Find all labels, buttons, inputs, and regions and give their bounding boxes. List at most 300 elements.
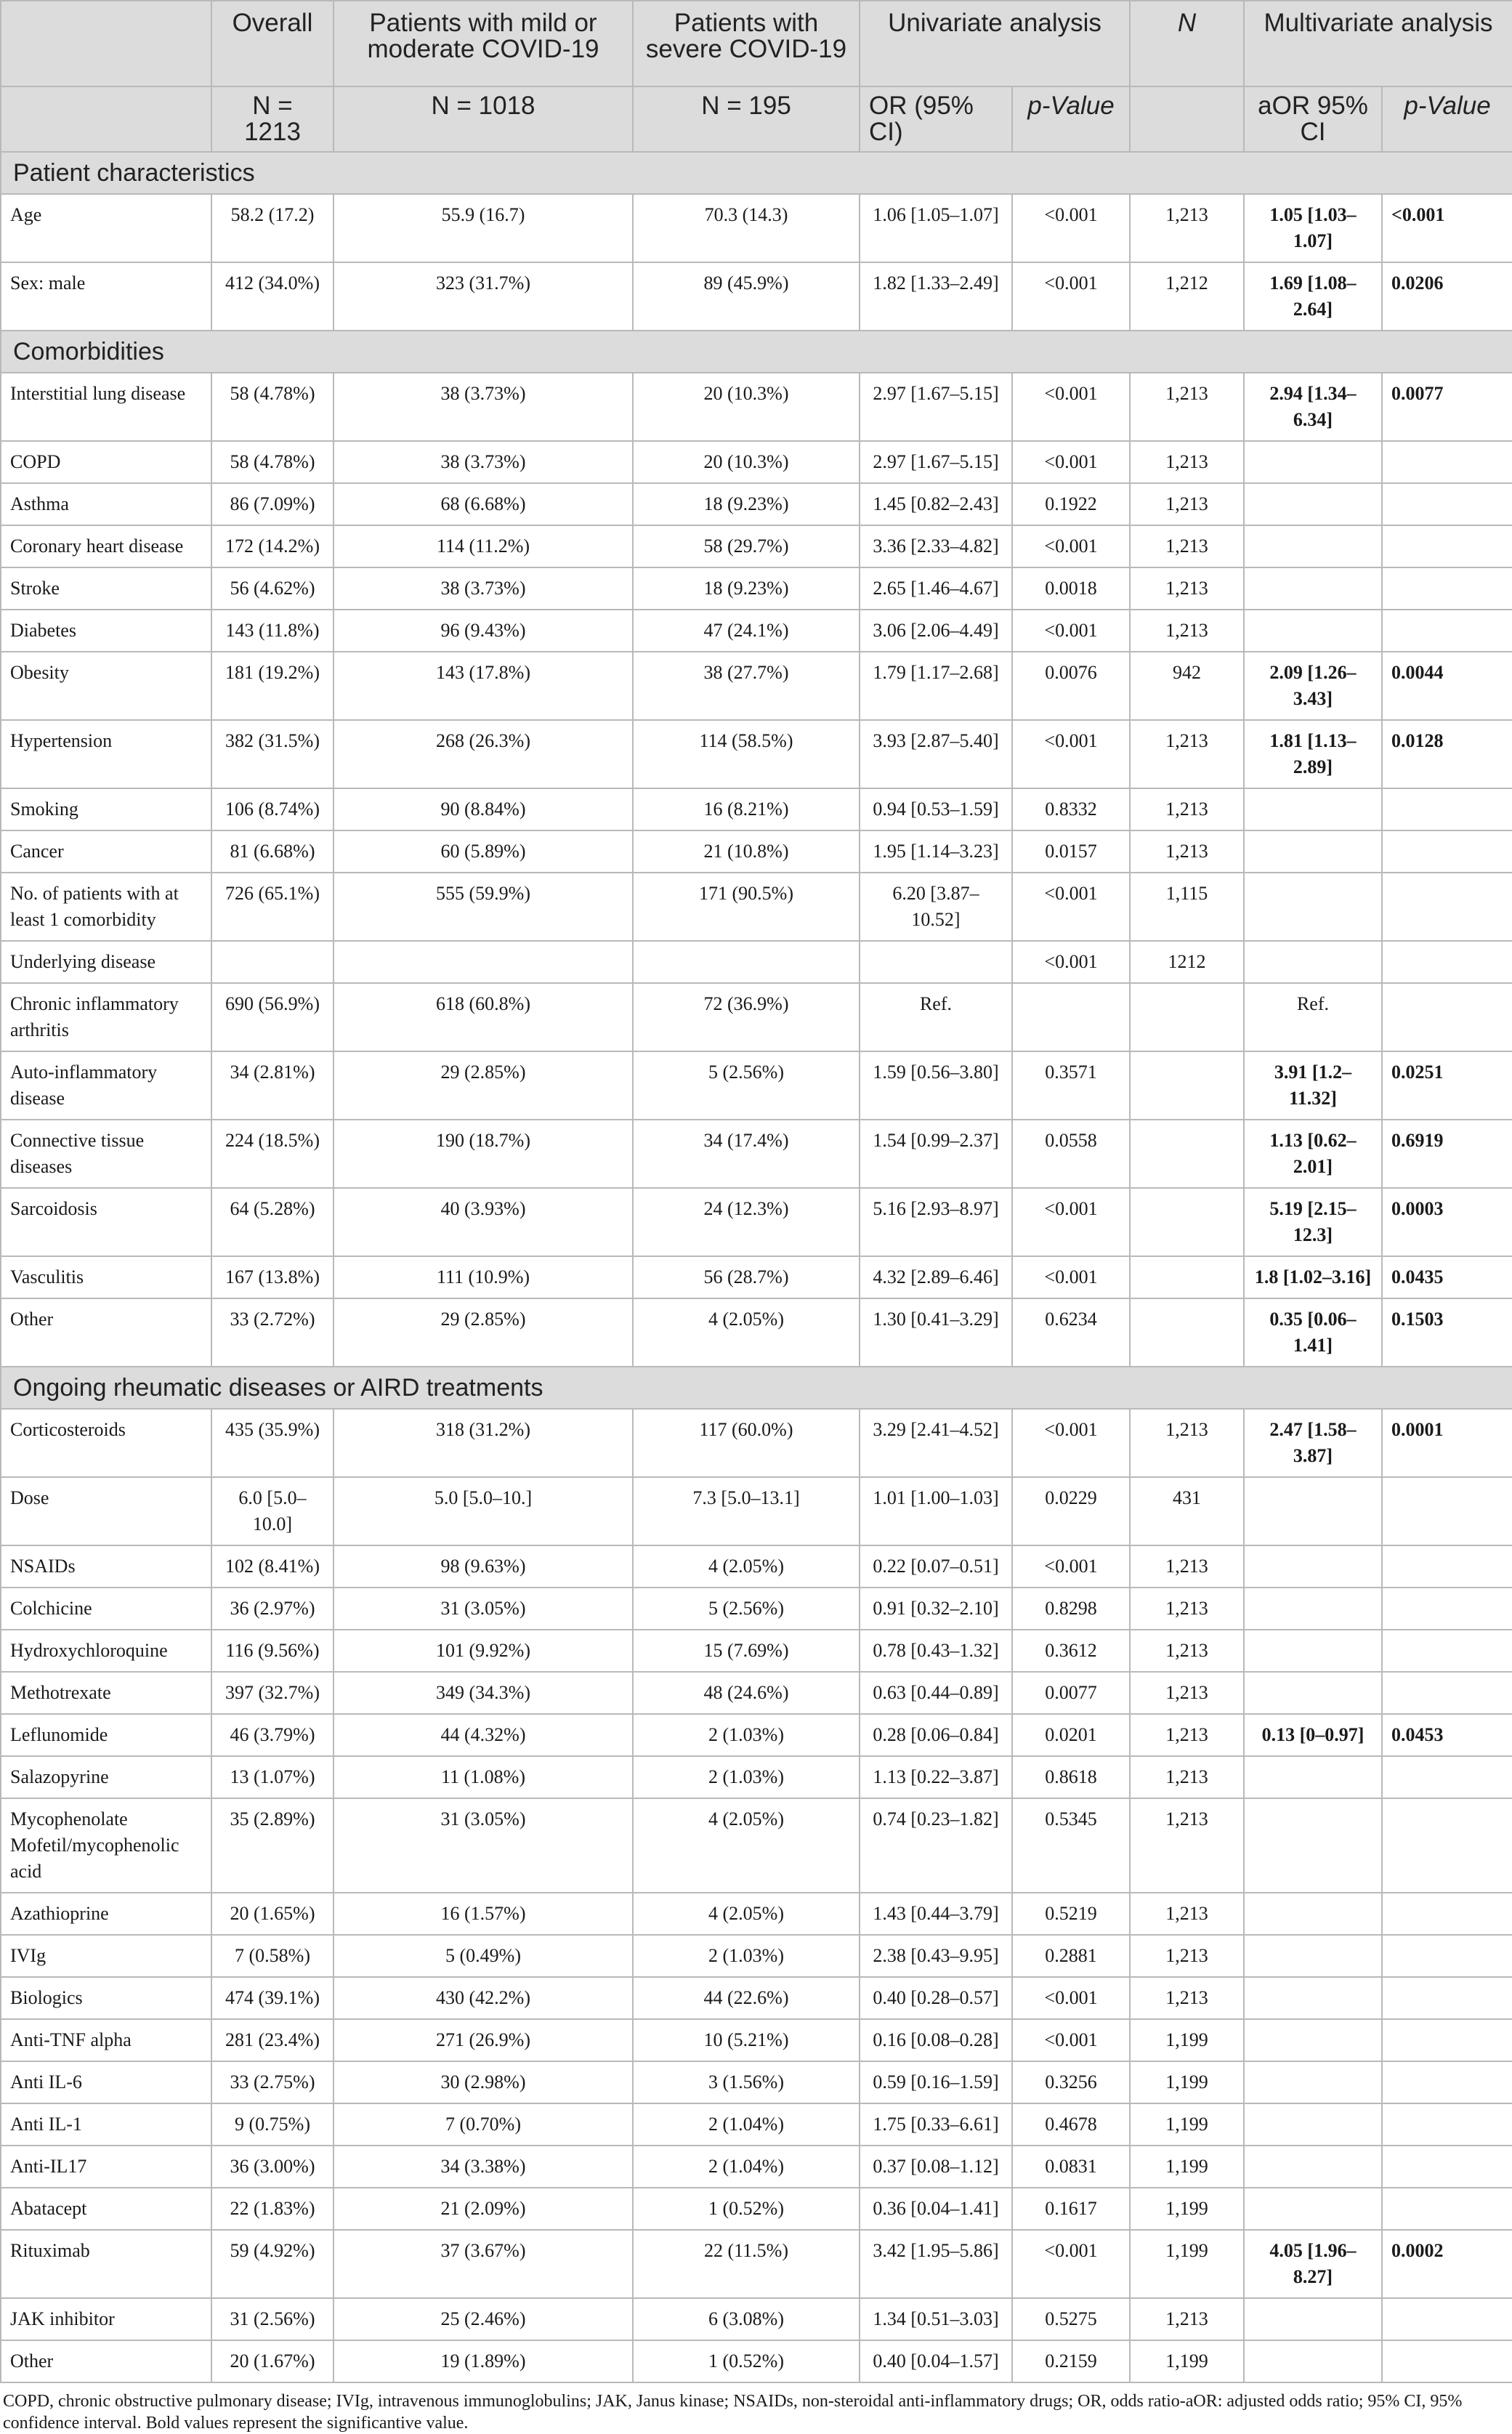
table-cell: 0.6919 xyxy=(1382,1120,1512,1188)
table-header xyxy=(1,1,1512,152)
table-row xyxy=(1,525,1512,567)
table-cell: 2.97 [1.67–5.15] xyxy=(860,373,1012,441)
table-cell: 81 (6.68%) xyxy=(211,830,333,873)
table-cell: 0.8332 xyxy=(1012,788,1130,830)
header-severe: Patients with severe COVID-19 xyxy=(633,1,860,86)
table-cell: 0.59 [0.16–1.59] xyxy=(860,2061,1012,2103)
header-blank xyxy=(1,1,211,86)
table-cell xyxy=(1382,2188,1512,2230)
table-row xyxy=(1,1051,1512,1120)
table-cell: 555 (59.9%) xyxy=(333,873,633,941)
table-cell: 0.35 [0.06–1.41] xyxy=(1244,1298,1382,1367)
table-cell xyxy=(1382,2146,1512,2188)
table-cell: 1.8 [1.02–3.16] xyxy=(1244,1256,1382,1298)
table-cell: 397 (32.7%) xyxy=(211,1672,333,1714)
table-cell: 0.74 [0.23–1.82] xyxy=(860,1798,1012,1893)
table-cell xyxy=(1382,610,1512,652)
table-cell xyxy=(1244,525,1382,567)
table-cell: Ref. xyxy=(860,983,1012,1051)
table-cell: 1.54 [0.99–2.37] xyxy=(860,1120,1012,1188)
table-cell: 4.05 [1.96–8.27] xyxy=(1244,2230,1382,2298)
table-cell: 0.0229 xyxy=(1012,1477,1130,1545)
table-cell: <0.001 xyxy=(1012,1545,1130,1588)
table-cell: 19 (1.89%) xyxy=(333,2340,633,2382)
table-cell: 0.40 [0.04–1.57] xyxy=(860,2340,1012,2382)
table-cell xyxy=(1382,483,1512,525)
table-cell xyxy=(1244,567,1382,610)
table-cell: 1,213 xyxy=(1130,2298,1244,2340)
table-cell: 38 (27.7%) xyxy=(633,652,860,720)
table-cell xyxy=(1244,788,1382,830)
row-label: Salazopyrine xyxy=(1,1756,211,1798)
table-cell: 318 (31.2%) xyxy=(333,1409,633,1477)
table-cell: 56 (4.62%) xyxy=(211,567,333,610)
table-cell: <0.001 xyxy=(1012,373,1130,441)
table-cell: 435 (35.9%) xyxy=(211,1409,333,1477)
table-cell xyxy=(1382,2340,1512,2382)
table-cell: 1,213 xyxy=(1130,1545,1244,1588)
table-cell: 0.94 [0.53–1.59] xyxy=(860,788,1012,830)
table-cell: 22 (11.5%) xyxy=(633,2230,860,2298)
table-cell xyxy=(1130,1120,1244,1188)
table-cell: 474 (39.1%) xyxy=(211,1977,333,2019)
table-cell: 143 (17.8%) xyxy=(333,652,633,720)
table-cell: <0.001 xyxy=(1012,610,1130,652)
table-footnote: COPD, chronic obstructive pulmonary disease; IVIg, intravenous immunoglobulins; JAK, Janus kinase; NSAIDs, non-steroidal anti-inflammatory drugs; OR, odds ratio-aOR: adjusted odds ratio; 95% CI, 95% confidence interval. Bold values represent the significantive value. xyxy=(3,2392,1463,2433)
table-cell: 20 (10.3%) xyxy=(633,441,860,483)
row-label: Methotrexate xyxy=(1,1672,211,1714)
table-cell: 1,213 xyxy=(1130,1798,1244,1893)
row-label: Hydroxychloroquine xyxy=(1,1630,211,1672)
table-cell: 0.13 [0–0.97] xyxy=(1244,1714,1382,1756)
table-cell: 268 (26.3%) xyxy=(333,720,633,788)
table-row xyxy=(1,941,1512,983)
table-cell: 1,115 xyxy=(1130,873,1244,941)
table-cell: 21 (2.09%) xyxy=(333,2188,633,2230)
table-cell xyxy=(1382,1756,1512,1798)
table-cell: 1.82 [1.33–2.49] xyxy=(860,262,1012,331)
row-label: Stroke xyxy=(1,567,211,610)
table-cell: 2 (1.03%) xyxy=(633,1756,860,1798)
table-cell xyxy=(1382,830,1512,873)
table-cell xyxy=(1382,1588,1512,1630)
table-cell: 37 (3.67%) xyxy=(333,2230,633,2298)
table-cell: 0.0558 xyxy=(1012,1120,1130,1188)
table-cell: <0.001 xyxy=(1012,525,1130,567)
table-cell xyxy=(1382,1893,1512,1935)
table-cell: 0.1922 xyxy=(1012,483,1130,525)
row-label: Coronary heart disease xyxy=(1,525,211,567)
table-cell: 0.0128 xyxy=(1382,720,1512,788)
table-cell: 1,213 xyxy=(1130,1935,1244,1977)
table-cell: 1,213 xyxy=(1130,1630,1244,1672)
table-cell: 96 (9.43%) xyxy=(333,610,633,652)
row-label: Other xyxy=(1,2340,211,2382)
table-cell: 114 (58.5%) xyxy=(633,720,860,788)
table-cell: 4 (2.05%) xyxy=(633,1545,860,1588)
table-cell xyxy=(1244,1756,1382,1798)
table-cell: 0.1617 xyxy=(1012,2188,1130,2230)
table-cell: 31 (2.56%) xyxy=(211,2298,333,2340)
table-cell: 1,213 xyxy=(1130,830,1244,873)
table-cell: 190 (18.7%) xyxy=(333,1120,633,1188)
table-cell: 431 xyxy=(1130,1477,1244,1545)
table-cell: 15 (7.69%) xyxy=(633,1630,860,1672)
table-cell xyxy=(1382,2298,1512,2340)
header-p-value-multi: p-Value xyxy=(1382,86,1512,152)
row-label: Interstitial lung disease xyxy=(1,373,211,441)
table-cell: 0.3571 xyxy=(1012,1051,1130,1120)
table-cell: 7 (0.58%) xyxy=(211,1935,333,1977)
table-cell xyxy=(1244,1630,1382,1672)
table-cell: 36 (3.00%) xyxy=(211,2146,333,2188)
table-cell xyxy=(1382,441,1512,483)
table-cell: 2.65 [1.46–4.67] xyxy=(860,567,1012,610)
table-cell: 1,213 xyxy=(1130,788,1244,830)
row-label: Hypertension xyxy=(1,720,211,788)
table-row xyxy=(1,1545,1512,1588)
header-n-mild: N = 1018 xyxy=(333,86,633,152)
table-cell: 16 (8.21%) xyxy=(633,788,860,830)
table-cell: 0.6234 xyxy=(1012,1298,1130,1367)
table-cell: 1,213 xyxy=(1130,483,1244,525)
table-cell: 0.40 [0.28–0.57] xyxy=(860,1977,1012,2019)
header-mild: Patients with mild or moderate COVID-19 xyxy=(333,1,633,86)
table-cell: <0.001 xyxy=(1012,2230,1130,2298)
header-overall: Overall xyxy=(211,1,333,86)
table-row xyxy=(1,1714,1512,1756)
table-cell: 181 (19.2%) xyxy=(211,652,333,720)
table-cell: 3.36 [2.33–4.82] xyxy=(860,525,1012,567)
table-row xyxy=(1,483,1512,525)
table-cell: 5 (2.56%) xyxy=(633,1588,860,1630)
table-cell xyxy=(1244,2019,1382,2061)
table-cell: 1,213 xyxy=(1130,610,1244,652)
row-label: Leflunomide xyxy=(1,1714,211,1756)
table-cell: 0.8618 xyxy=(1012,1756,1130,1798)
table-row xyxy=(1,983,1512,1051)
table-cell: 2.47 [1.58–3.87] xyxy=(1244,1409,1382,1477)
table-cell xyxy=(1244,2340,1382,2382)
table-cell: 0.0001 xyxy=(1382,1409,1512,1477)
table-cell: 1,213 xyxy=(1130,720,1244,788)
table-cell: 58.2 (17.2) xyxy=(211,194,333,262)
table-cell: 86 (7.09%) xyxy=(211,483,333,525)
row-label: Diabetes xyxy=(1,610,211,652)
table-cell xyxy=(1130,983,1244,1051)
header-n-blank xyxy=(1130,86,1244,152)
table-cell: 2 (1.04%) xyxy=(633,2146,860,2188)
table-cell: <0.001 xyxy=(1012,441,1130,483)
table-cell: 1,213 xyxy=(1130,567,1244,610)
table-cell: 0.4678 xyxy=(1012,2103,1130,2146)
row-label: No. of patients with at least 1 comorbidity xyxy=(1,873,211,941)
row-label: Connective tissue diseases xyxy=(1,1120,211,1188)
table-cell: <0.001 xyxy=(1012,873,1130,941)
table-cell: 11 (1.08%) xyxy=(333,1756,633,1798)
table-cell: 58 (4.78%) xyxy=(211,441,333,483)
table-row xyxy=(1,1298,1512,1367)
table-cell: 34 (3.38%) xyxy=(333,2146,633,2188)
header-aor: aOR 95% CI xyxy=(1244,86,1382,152)
section-header xyxy=(1,1367,1512,1409)
table-cell: 726 (65.1%) xyxy=(211,873,333,941)
row-label: JAK inhibitor xyxy=(1,2298,211,2340)
table-cell: 0.0831 xyxy=(1012,2146,1130,2188)
table-cell: 0.5275 xyxy=(1012,2298,1130,2340)
row-label: Anti-IL17 xyxy=(1,2146,211,2188)
table-cell: Ref. xyxy=(1244,983,1382,1051)
table-cell: 29 (2.85%) xyxy=(333,1051,633,1120)
table-cell xyxy=(1244,1935,1382,1977)
table-cell: 0.0077 xyxy=(1012,1672,1130,1714)
table-cell xyxy=(1382,983,1512,1051)
row-label: Auto-inflammatory disease xyxy=(1,1051,211,1120)
table-cell: 281 (23.4%) xyxy=(211,2019,333,2061)
row-label: Sarcoidosis xyxy=(1,1188,211,1256)
header-multivariate: Multivariate analysis xyxy=(1244,1,1512,86)
table-cell: 18 (9.23%) xyxy=(633,483,860,525)
table-cell xyxy=(1244,2146,1382,2188)
table-cell: 111 (10.9%) xyxy=(333,1256,633,1298)
table-cell: 20 (1.67%) xyxy=(211,2340,333,2382)
table-cell: 1,213 xyxy=(1130,1756,1244,1798)
table-cell: 167 (13.8%) xyxy=(211,1256,333,1298)
table-row xyxy=(1,262,1512,331)
table-row xyxy=(1,1798,1512,1893)
table-cell: 44 (4.32%) xyxy=(333,1714,633,1756)
table-cell: 1212 xyxy=(1130,941,1244,983)
table-cell: 106 (8.74%) xyxy=(211,788,333,830)
table-cell xyxy=(1244,610,1382,652)
table-cell: 1,213 xyxy=(1130,441,1244,483)
table-cell: 0.0044 xyxy=(1382,652,1512,720)
table-cell: 1 (0.52%) xyxy=(633,2340,860,2382)
table-row xyxy=(1,194,1512,262)
table-cell: 382 (31.5%) xyxy=(211,720,333,788)
table-cell xyxy=(1244,1477,1382,1545)
table-cell: 7 (0.70%) xyxy=(333,2103,633,2146)
section-header xyxy=(1,152,1512,194)
table-cell xyxy=(211,941,333,983)
section-header xyxy=(1,331,1512,373)
table-cell: 55.9 (16.7) xyxy=(333,194,633,262)
table-cell: 35 (2.89%) xyxy=(211,1798,333,1893)
table-cell: 1,213 xyxy=(1130,1893,1244,1935)
table-cell: 0.5345 xyxy=(1012,1798,1130,1893)
table-cell: 3.91 [1.2–11.32] xyxy=(1244,1051,1382,1120)
table-cell: 0.8298 xyxy=(1012,1588,1130,1630)
table-row xyxy=(1,610,1512,652)
table-cell xyxy=(1244,1588,1382,1630)
table-cell: 25 (2.46%) xyxy=(333,2298,633,2340)
table-cell: 0.28 [0.06–0.84] xyxy=(860,1714,1012,1756)
row-label: Cancer xyxy=(1,830,211,873)
table-cell: 68 (6.68%) xyxy=(333,483,633,525)
table-row xyxy=(1,2019,1512,2061)
table-cell: 22 (1.83%) xyxy=(211,2188,333,2230)
table-cell: 3.29 [2.41–4.52] xyxy=(860,1409,1012,1477)
table-cell: 5.0 [5.0–10.] xyxy=(333,1477,633,1545)
table-cell: 33 (2.75%) xyxy=(211,2061,333,2103)
table-cell: 20 (1.65%) xyxy=(211,1893,333,1935)
table-cell: 0.0201 xyxy=(1012,1714,1130,1756)
table-row xyxy=(1,1977,1512,2019)
table-cell: 2 (1.03%) xyxy=(633,1935,860,1977)
table-cell xyxy=(1382,1977,1512,2019)
table-cell: 0.2159 xyxy=(1012,2340,1130,2382)
row-label: Chronic inflammatory arthritis xyxy=(1,983,211,1051)
table-cell: 9 (0.75%) xyxy=(211,2103,333,2146)
table-cell: 1 (0.52%) xyxy=(633,2188,860,2230)
table-row xyxy=(1,2340,1512,2382)
table-cell: 29 (2.85%) xyxy=(333,1298,633,1367)
table-cell: 56 (28.7%) xyxy=(633,1256,860,1298)
table-cell xyxy=(1244,1672,1382,1714)
table-cell: 60 (5.89%) xyxy=(333,830,633,873)
row-label: Sex: male xyxy=(1,262,211,331)
header-p-value: p-Value xyxy=(1012,86,1130,152)
table-cell: 33 (2.72%) xyxy=(211,1298,333,1367)
table-cell: 0.0018 xyxy=(1012,567,1130,610)
table-cell: 0.0157 xyxy=(1012,830,1130,873)
table-cell: 70.3 (14.3) xyxy=(633,194,860,262)
table-cell: 1,213 xyxy=(1130,1409,1244,1477)
table-cell: 2.94 [1.34–6.34] xyxy=(1244,373,1382,441)
row-label: Other xyxy=(1,1298,211,1367)
table-cell xyxy=(1382,2019,1512,2061)
table-cell: 1.75 [0.33–6.61] xyxy=(860,2103,1012,2146)
table-body xyxy=(1,152,1512,2382)
table-cell: 1,199 xyxy=(1130,2188,1244,2230)
table-cell: 47 (24.1%) xyxy=(633,610,860,652)
table-cell: 1.05 [1.03–1.07] xyxy=(1244,194,1382,262)
row-label: Anti IL-6 xyxy=(1,2061,211,2103)
table-cell: 1.81 [1.13–2.89] xyxy=(1244,720,1382,788)
table-cell: 0.91 [0.32–2.10] xyxy=(860,1588,1012,1630)
table-cell: 618 (60.8%) xyxy=(333,983,633,1051)
table-cell xyxy=(860,941,1012,983)
table-cell: 3.06 [2.06–4.49] xyxy=(860,610,1012,652)
row-label: Anti-TNF alpha xyxy=(1,2019,211,2061)
table-cell: 349 (34.3%) xyxy=(333,1672,633,1714)
table-row xyxy=(1,1630,1512,1672)
table-cell xyxy=(633,941,860,983)
table-row xyxy=(1,2230,1512,2298)
table-cell: 1.45 [0.82–2.43] xyxy=(860,483,1012,525)
table-row xyxy=(1,2298,1512,2340)
table-cell: 1.69 [1.08–2.64] xyxy=(1244,262,1382,331)
table-cell: 412 (34.0%) xyxy=(211,262,333,331)
table-cell: 114 (11.2%) xyxy=(333,525,633,567)
table-row xyxy=(1,567,1512,610)
table-cell: 7.3 [5.0–13.1] xyxy=(633,1477,860,1545)
table-row xyxy=(1,788,1512,830)
table-cell: 116 (9.56%) xyxy=(211,1630,333,1672)
row-label: Rituximab xyxy=(1,2230,211,2298)
table-cell xyxy=(1130,1256,1244,1298)
row-label: Vasculitis xyxy=(1,1256,211,1298)
table-cell: 31 (3.05%) xyxy=(333,1588,633,1630)
header-blank-2 xyxy=(1,86,211,152)
table-cell: 0.3612 xyxy=(1012,1630,1130,1672)
table-cell: 101 (9.92%) xyxy=(333,1630,633,1672)
row-label: Dose xyxy=(1,1477,211,1545)
table-cell: 1.43 [0.44–3.79] xyxy=(860,1893,1012,1935)
table-cell: 98 (9.63%) xyxy=(333,1545,633,1588)
table-cell xyxy=(1244,2188,1382,2230)
table-cell: 30 (2.98%) xyxy=(333,2061,633,2103)
table-cell: <0.001 xyxy=(1012,1188,1130,1256)
table-cell xyxy=(1382,1935,1512,1977)
table-cell: 18 (9.23%) xyxy=(633,567,860,610)
table-cell: 72 (36.9%) xyxy=(633,983,860,1051)
table-cell: 271 (26.9%) xyxy=(333,2019,633,2061)
table-row xyxy=(1,441,1512,483)
table-cell: <0.001 xyxy=(1012,262,1130,331)
table-row xyxy=(1,652,1512,720)
table-cell: 0.36 [0.04–1.41] xyxy=(860,2188,1012,2230)
table-cell: 942 xyxy=(1130,652,1244,720)
table-cell: 1,213 xyxy=(1130,525,1244,567)
table-cell: 1.34 [0.51–3.03] xyxy=(860,2298,1012,2340)
table-cell: 1,213 xyxy=(1130,1977,1244,2019)
table-cell: 1,213 xyxy=(1130,373,1244,441)
table-cell xyxy=(1244,1798,1382,1893)
table-cell: 10 (5.21%) xyxy=(633,2019,860,2061)
table-row xyxy=(1,1188,1512,1256)
table-cell: 90 (8.84%) xyxy=(333,788,633,830)
table-cell: 5.19 [2.15–12.3] xyxy=(1244,1188,1382,1256)
table-cell xyxy=(1382,1630,1512,1672)
row-label: Abatacept xyxy=(1,2188,211,2230)
table-cell: 690 (56.9%) xyxy=(211,983,333,1051)
section-title: Comorbidities xyxy=(1,331,1512,373)
table-cell: 1.95 [1.14–3.23] xyxy=(860,830,1012,873)
table-cell xyxy=(1244,483,1382,525)
table-cell: 0.0435 xyxy=(1382,1256,1512,1298)
table-cell: 58 (29.7%) xyxy=(633,525,860,567)
table-cell: <0.001 xyxy=(1382,194,1512,262)
row-label: Azathioprine xyxy=(1,1893,211,1935)
table-cell: 5.16 [2.93–8.97] xyxy=(860,1188,1012,1256)
row-label: COPD xyxy=(1,441,211,483)
table-cell: 1,199 xyxy=(1130,2340,1244,2382)
row-label: Anti IL-1 xyxy=(1,2103,211,2146)
table-cell: 40 (3.93%) xyxy=(333,1188,633,1256)
table-cell: <0.001 xyxy=(1012,1256,1130,1298)
section-title: Patient characteristics xyxy=(1,152,1512,194)
table-cell: 6.0 [5.0–10.0] xyxy=(211,1477,333,1545)
table-cell xyxy=(1244,1977,1382,2019)
row-label: Underlying disease xyxy=(1,941,211,983)
table-cell xyxy=(1130,1051,1244,1120)
table-cell: 1,199 xyxy=(1130,2146,1244,2188)
table-cell xyxy=(1244,441,1382,483)
table-cell xyxy=(1382,567,1512,610)
table-cell: <0.001 xyxy=(1012,194,1130,262)
table-cell: <0.001 xyxy=(1012,941,1130,983)
table-cell: 44 (22.6%) xyxy=(633,1977,860,2019)
table-cell xyxy=(1382,788,1512,830)
table-cell: 0.5219 xyxy=(1012,1893,1130,1935)
table-cell: 1.13 [0.62–2.01] xyxy=(1244,1120,1382,1188)
table-row xyxy=(1,2146,1512,2188)
table-cell: 16 (1.57%) xyxy=(333,1893,633,1935)
table-cell: 38 (3.73%) xyxy=(333,567,633,610)
table-row xyxy=(1,720,1512,788)
table-cell: 1,213 xyxy=(1130,1672,1244,1714)
